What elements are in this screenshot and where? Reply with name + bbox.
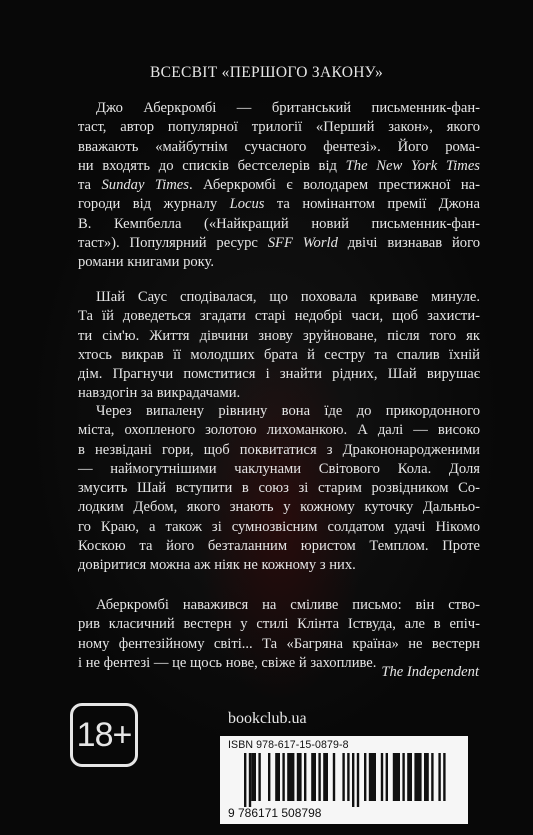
barcode-icon (240, 753, 450, 807)
barcode-bar (287, 753, 294, 801)
barcode-bar (381, 753, 383, 801)
text-line: міста, охопленого золотою лихоманкою. А далі — високо (78, 422, 480, 439)
barcode-bar (323, 753, 328, 801)
text-line: в незвідані гори, щоб поквитатися з Дракононародженими (78, 441, 480, 458)
text-line: Через випалену рівнину вона їде до прикордонного (96, 403, 480, 419)
text-line: і не фентезі — це щось нове, свіже й захопливе. (78, 654, 377, 671)
barcode-bar (333, 753, 335, 801)
text-line: Джо Аберкромбі — британський письменник-фан- (96, 100, 480, 116)
barcode-bar (249, 753, 251, 807)
series-title: ВСЕСВІТ «ПЕРШОГО ЗАКОНУ» (149, 64, 384, 81)
barcode-bar (443, 753, 445, 801)
text-line: Аберкромбі наважився на сміливе письмо: він ство- (96, 597, 480, 613)
isbn-text: ISBN 978-617-15-0879-8 (228, 739, 349, 751)
barcode-bar (402, 753, 404, 801)
barcode-bar (258, 753, 260, 801)
text-line: — наймогутнішими чаклунами Світового Кола. Доля (78, 460, 480, 477)
barcode-bar (369, 753, 376, 801)
barcode-bar (424, 753, 429, 801)
text-line: Та їй доведеться згадати старі недобрі часи, щоб захисти- (78, 308, 480, 325)
barcode-panel (220, 736, 468, 824)
barcode-bar (352, 753, 354, 807)
review-quote (78, 596, 480, 673)
text-line: ти сім'ю. Життя дівчини знову зруйноване, після того як (78, 327, 480, 344)
text-line: ни входять до списків бестселерів від The New York Times (78, 157, 480, 174)
text-line: змусить Шай вступити в союз зі старим розвідником Со- (78, 480, 480, 497)
barcode-bar (311, 753, 316, 801)
text-line: В. Кемпбелла («Найкращий новий письменник-фан- (78, 215, 480, 232)
barcode-bar (438, 753, 440, 801)
text-line: го Краю, а також зі сумнозвісним солдатом удачі Нікомо (78, 518, 480, 535)
barcode-bar (268, 753, 270, 801)
text-line: дім. Прагнучи помститися і знайти рідних, Шай вирушає (78, 366, 480, 383)
text-line: романи книгами року. (78, 254, 215, 271)
text-line: Коскою та його безталанним юристом Темплом. Проте (78, 538, 480, 555)
plot-journey-paragraph (78, 402, 480, 576)
text-line: рив класичний вестерн у стилі Клінта Іствуда, але в епіч- (78, 616, 480, 633)
barcode-bar (251, 753, 256, 801)
text-line: вважають «майбутнім сучасного фентезі». Його рома- (78, 138, 480, 155)
barcode-bar (393, 753, 400, 801)
text-line: навздогін за викрадачами. (78, 385, 241, 402)
age-rating-badge: 18+ (70, 703, 138, 767)
barcode-bar (342, 753, 344, 801)
text-line: таст, автор популярної трилогії «Перший закон», якого (78, 119, 480, 136)
text-line: та Sunday Times. Аберкромбі є володарем престижної на- (78, 177, 480, 194)
barcode-bar (357, 753, 359, 807)
barcode-bar (297, 753, 302, 801)
barcode-bar (304, 753, 306, 801)
barcode-bar (407, 753, 412, 801)
barcode-bar (431, 753, 433, 801)
barcode-bar (282, 753, 284, 801)
publisher-website: bookclub.ua (228, 710, 307, 727)
barcode-bar (318, 753, 320, 801)
review-source: The Independent (381, 664, 479, 680)
text-line: хтось викрав її молодших брата й сестру та спалив їхній (78, 346, 480, 363)
barcode-bar (347, 753, 349, 801)
text-line: довіритися можна аж ніяк не кожному з них. (78, 557, 356, 574)
about-author-paragraph (78, 99, 480, 273)
barcode-bar (244, 753, 246, 807)
barcode-bar (275, 753, 280, 801)
barcode-bar (364, 753, 366, 801)
barcode-digits: 9 786171 508798 (228, 806, 322, 820)
text-line: таст»). Популярний ресурс SFF World двічі визнавав його (78, 235, 481, 252)
barcode-bar (386, 753, 388, 801)
text-line: ному фентезійному світі... Та «Багряна країна» не вестерн (78, 635, 480, 652)
plot-intro-paragraph (78, 288, 480, 404)
text-line: городи від журналу Locus та номінантом премії Джона (78, 196, 480, 213)
text-line: Шай Саус сподівалася, що поховала криваве минуле. (96, 289, 480, 305)
barcode-bar (414, 753, 421, 801)
text-line: лодким Дебом, якого знають у кожному куточку Дальньо- (78, 499, 480, 516)
